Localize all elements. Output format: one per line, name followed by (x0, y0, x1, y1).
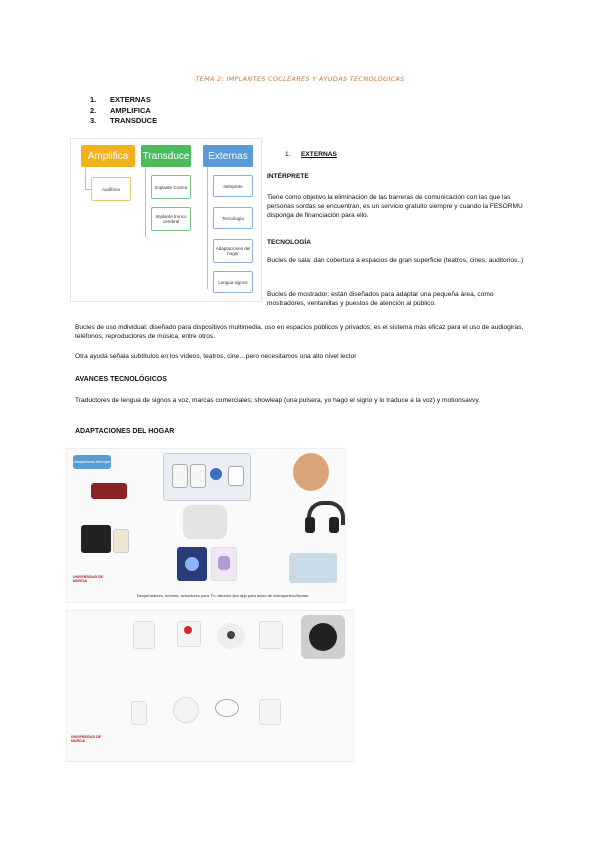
doorbell-photo (211, 547, 237, 581)
alarm-clock-photo (91, 483, 127, 499)
university-logo: UNIVERSIDAD DE MURCIA (73, 575, 103, 583)
concept-diagram (70, 138, 262, 302)
product-photo (173, 697, 199, 723)
adaptaciones-image-1 (66, 448, 346, 603)
box-audifono: Audífono (91, 177, 131, 201)
bucles-mostrador-text: Bucles de mostrador: están diseñados para adaptar una pequeña área, como mostradores, ventanillas y puestos de atención al público. (267, 291, 494, 307)
list-item: 3. TRANSDUCE (90, 116, 158, 125)
header-amplifica: Amplifica (81, 145, 135, 167)
product-photo (259, 621, 283, 649)
header-transduce: Transduce (141, 145, 191, 167)
smartwatch-photo (301, 615, 345, 659)
adaptaciones-heading: ADAPTACIONES DEL HOGAR (75, 428, 175, 435)
headphones-photo (303, 497, 341, 537)
list-item: 1. EXTERNAS (90, 95, 151, 104)
device-white-photo (113, 529, 129, 553)
product-photo (259, 699, 281, 725)
box-implante-tronco: Implante tronco cerebral (151, 207, 191, 231)
interprete-heading: INTÉRPRETE (267, 173, 309, 180)
list-item: 2. AMPLIFICA (90, 105, 151, 115)
tecnologia-heading: TECNOLOGÍA (267, 239, 311, 246)
avances-text: Traductores de lengua de signos a voz, marcas comerciales; showleap (una pulsera, yo hago el signo y lo traduce a la voz) y motionsavvy. (75, 397, 480, 404)
product-photo (217, 623, 245, 649)
interprete-text: Tiene como objetivo la eliminación de las barreras de comunicación con las que las personas sordas se encuentran, es un servicio gratuito siempre y cuando la FESORMU disponga de financiación para ello. (267, 194, 523, 219)
image-label: Adaptaciones del hogar (73, 455, 111, 469)
person-photo (293, 453, 329, 491)
box-tecnologia: Tecnología (213, 207, 253, 229)
box-implante-coclea: Implante Coclea (151, 175, 191, 199)
bucles-individual-text: Bucles de uso individual: diseñado para dispositivos multimedia, uso en espacios públicos y privados; es el sistema más eficaz para el uso de audiogiras, teléfonos, reproductores de música, entre otros. (75, 324, 524, 340)
bucles-sala-text: Bucles de sala: dan cobertura a espacios de gran superficie (teatros, cines, auditorios..) (267, 257, 524, 264)
product-photo (215, 699, 239, 717)
product-photo (177, 621, 201, 647)
avances-heading: AVANCES TECNOLÓGICOS (75, 376, 167, 383)
adaptaciones-image-2 (66, 610, 354, 762)
university-logo: UNIVERSIDAD DE MURCIA (71, 735, 101, 743)
box-lengua-signos: Lengua signos (213, 271, 253, 293)
device-black-photo (81, 525, 111, 553)
document-title: TEMA 2: IMPLANTES COCLEARES Y AYUDAS TECNOLÓGICAS (195, 75, 405, 83)
tv-photo (289, 553, 337, 583)
box-interprete: Intérprete (213, 175, 253, 197)
product-photo (133, 621, 155, 649)
light-signal-photo (177, 547, 207, 581)
box-adaptaciones: Adaptaciones del hogar (213, 239, 253, 263)
header-externas: Externas (203, 145, 253, 167)
device-panel-photo (163, 453, 251, 501)
outline-list (90, 95, 157, 127)
section-heading: 1. EXTERNAS (285, 151, 337, 158)
product-photo (131, 701, 147, 725)
otra-ayuda-text: Otra ayuda señala subtítulos en los vídeos, teatros, cine…pero necesitamos una alto nivel lector (75, 353, 357, 360)
image-caption: Despertadores, timbres, avisadores para TV, vibrador tipo app para aviso de vídeoportero/llamas. (136, 593, 310, 598)
vibrating-devices-photo (183, 505, 227, 539)
